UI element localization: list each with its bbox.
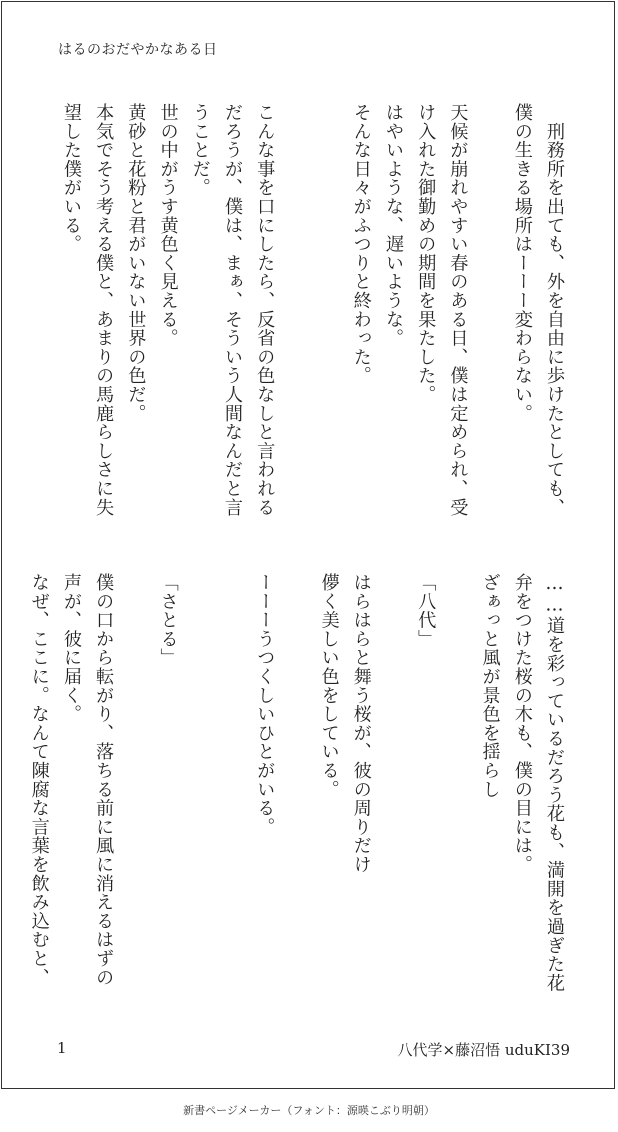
text-line	[184, 573, 216, 1005]
text-line: 天候が崩れやすい春のある日、僕は定められ、受	[447, 103, 469, 517]
generator-credit: 新書ページメーカー（フォント：源暎こぶり明朝）	[183, 1104, 435, 1117]
text-line	[280, 103, 312, 535]
text-line: 「八代」	[415, 573, 437, 649]
text-line: 刑務所を出ても、外を自由に歩けたとしても、	[544, 103, 565, 517]
running-title: はるのおだやかなある日	[58, 42, 218, 58]
text-line	[473, 103, 505, 535]
text-line: こんな事を口にしたら、反省の色なしと言われる	[254, 103, 276, 517]
text-line: 「さとる」	[157, 573, 179, 667]
text-block-top	[55, 103, 570, 535]
text-line: ……道を彩っているだろう花も、満開を過ぎた花	[544, 573, 565, 993]
text-line: ーーーうつくしいひとがいる。	[254, 573, 276, 837]
text-block-bottom	[23, 573, 570, 1005]
text-line: 本気でそう考える僕と、あまりの馬鹿らしさに失	[93, 103, 115, 517]
text-line: 望した僕がいる。	[60, 103, 82, 254]
book-page	[1, 1, 615, 1089]
text-line: 世の中がうす黄色く見える。	[157, 103, 179, 348]
text-line: はやいような、遅いような。	[382, 103, 404, 348]
text-line: うことだ。	[189, 103, 211, 197]
text-line: 僕の口から転がり、落ちる前に風に消えるはずの	[93, 573, 115, 987]
text-line: 黄砂と花粉と君がいない世界の色だ。	[125, 103, 147, 423]
text-line	[216, 573, 248, 1005]
text-line	[441, 573, 473, 1005]
text-line: 弁をつけた桜の木も、僕の目には。	[511, 573, 533, 874]
text-line: け入れた御勤めの期間を果たした。	[415, 103, 437, 404]
author-line: 八代学×藤沼悟 uduKI39	[397, 1041, 570, 1059]
text-line: 声が、彼に届く。	[60, 573, 82, 724]
text-line: 儚く美しい色をしている。	[318, 573, 340, 799]
text-line: はらはらと舞う桜が、彼の周りだけ	[350, 573, 372, 874]
text-line: なぜ、ここに。なんて陳腐な言葉を飲み込むと、	[28, 573, 50, 987]
text-line	[280, 573, 312, 1005]
text-line: そんな日々がふつりと終わった。	[350, 103, 372, 385]
text-line: 僕の生きる場所はーーー変わらない。	[511, 103, 533, 423]
page-number: 1	[57, 1039, 67, 1057]
text-line	[377, 573, 409, 1005]
text-line: ざぁっと風が景色を揺らし	[479, 573, 501, 799]
text-line	[119, 573, 151, 1005]
text-line	[312, 103, 344, 535]
text-line: だろうが、僕は、まぁ、そういう人間なんだと言	[221, 103, 243, 517]
